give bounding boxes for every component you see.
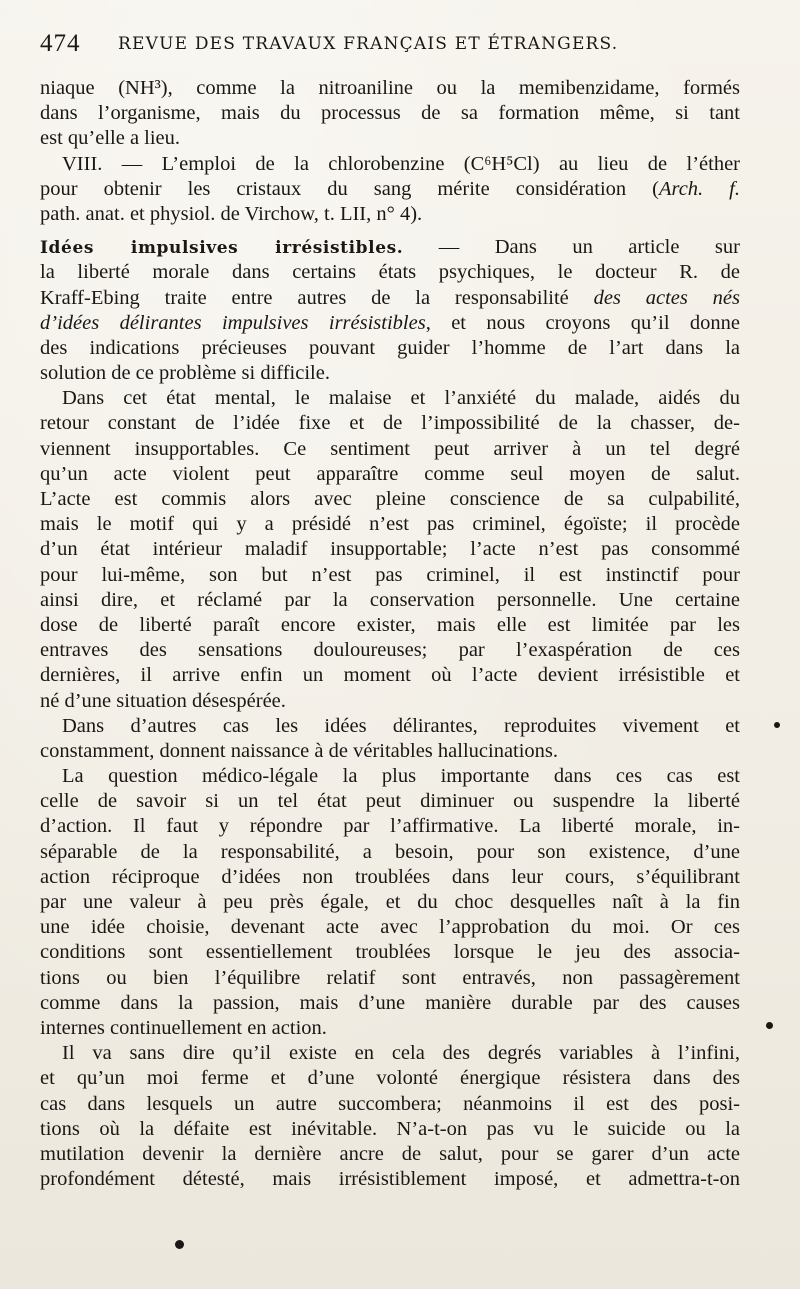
text-line: VIII. — L’emploi de la chlorobenzine (C⁶H⁵Cl) au lieu de l’éther <box>62 152 740 175</box>
text-line: né d’une situation désespérée. <box>40 689 286 712</box>
text-fragment: pour obtenir les cristaux du sang mérite considération ( <box>40 177 659 200</box>
text-line: ainsi dire, et réclamé par la conservation personnelle. Une certaine <box>40 588 740 611</box>
text-line: Dans d’autres cas les idées délirantes, reproduites vivement et <box>62 714 740 737</box>
text-line: qu’un acte violent peut apparaître comme seul moyen de salut. <box>40 462 740 485</box>
ink-blot <box>175 1240 184 1249</box>
italic-phrase: d’idées délirantes impulsives irrésistibles <box>40 311 426 334</box>
text-line: tions ou bien l’équilibre relatif sont entravés, non passagèrement <box>40 966 740 989</box>
text-line: Dans cet état mental, le malaise et l’anxiété du malade, aidés du <box>62 387 740 410</box>
text-line: séparable de la responsabilité, a besoin, pour son existence, d’une <box>40 840 740 863</box>
text-line: profondément détesté, mais irrésistiblement imposé, et admettra-t-on <box>40 1168 740 1191</box>
text-fragment: Kraff-Ebing traite entre autres de la responsabilité <box>40 286 594 309</box>
text-line: viennent insupportables. Ce sentiment peut arriver à un tel degré <box>40 437 740 460</box>
text-line: solution de ce problème si difficile. <box>40 362 330 385</box>
text-line: mutilation devenir la dernière ancre de salut, pour se garer d’un acte <box>40 1142 740 1165</box>
text-line: et qu’un moi ferme et d’une volonté énergique résistera dans des <box>40 1067 740 1090</box>
section-heading: Idées impulsives irrésistibles. <box>40 238 404 259</box>
text-line: L’acte est commis alors avec pleine conscience de sa culpabilité, <box>40 488 740 510</box>
margin-ink-dot <box>766 1022 773 1029</box>
text-fragment: — Dans un article sur <box>403 236 740 259</box>
text-line: tions où la défaite est inévitable. N’a-t-on pas vu le suicide ou la <box>40 1117 740 1140</box>
text-line: dose de liberté paraît encore exister, mais elle est limitée par les <box>40 613 740 636</box>
text-line: entraves des sensations douloureuses; par l’exaspération de ces <box>40 639 740 662</box>
page-number: 474 <box>40 30 81 57</box>
page-header <box>40 30 740 64</box>
text-line <box>40 286 740 311</box>
text-line <box>40 235 740 260</box>
text-line: internes continuellement en action. <box>40 1016 327 1039</box>
text-line: niaque (NH³), comme la nitroaniline ou la memibenzidame, formés <box>40 77 740 99</box>
text-line: retour constant de l’idée fixe et de l’impossibilité de la chasser, de- <box>40 412 740 435</box>
text-line: cas dans lesquels un autre succombera; néanmoins il est des posi- <box>40 1092 740 1115</box>
text-line: est qu’elle a lieu. <box>40 127 181 150</box>
text-line: mais le motif qui y a présidé n’est pas criminel, égoïste; il procède <box>40 513 740 536</box>
text-line: path. anat. et physiol. de Virchow, t. LII, n° 4). <box>40 202 423 225</box>
text-line: Il va sans dire qu’il existe en cela des degrés variables à l’infini, <box>62 1042 740 1065</box>
margin-ink-dot <box>774 722 780 728</box>
body-text <box>40 76 740 1192</box>
text-line: la liberté morale dans certains états psychiques, le docteur R. de <box>40 261 740 284</box>
text-line: dernières, il arrive enfin un moment où l’acte devient irrésistible et <box>40 664 740 687</box>
text-line: celle de savoir si un tel état peut diminuer ou suspendre la liberté <box>40 790 740 813</box>
text-line: une idée choisie, devenant acte avec l’approbation du moi. Or ces <box>40 916 740 939</box>
text-line <box>40 177 740 202</box>
text-line <box>40 311 740 336</box>
italic-citation: Arch. f. <box>658 177 740 200</box>
text-line: pour lui-même, son but n’est pas criminel, il est instinctif pour <box>40 563 740 586</box>
text-line: d’un état intérieur maladif insupportable; l’acte n’est pas consommé <box>40 538 740 561</box>
text-line: conditions sont essentiellement troublées lorsque le jeu des associa- <box>40 941 740 964</box>
text-line: par une valeur à peu près égale, et du choc desquelles naît à la fin <box>40 891 740 913</box>
text-line: comme dans la passion, mais d’une manière durable par des causes <box>40 991 740 1014</box>
text-line: action réciproque d’idées non troublées dans leur cours, s’équilibrant <box>40 865 740 888</box>
text-line: dans l’organisme, mais du processus de sa formation même, si tant <box>40 102 740 125</box>
text-fragment: , et nous croyons qu’il donne <box>425 311 740 334</box>
running-title: REVUE DES TRAVAUX FRANÇAIS ET ÉTRANGERS. <box>118 34 619 54</box>
text-line: des indications précieuses pouvant guider l’homme de l’art dans la <box>40 336 740 359</box>
text-line: d’action. Il faut y répondre par l’affirmative. La liberté morale, in- <box>40 815 740 838</box>
text-line: constamment, donnent naissance à de véritables hallucinations. <box>40 739 559 762</box>
italic-phrase: des actes nés <box>593 286 740 309</box>
text-line: La question médico-légale la plus importante dans ces cas est <box>62 765 740 788</box>
